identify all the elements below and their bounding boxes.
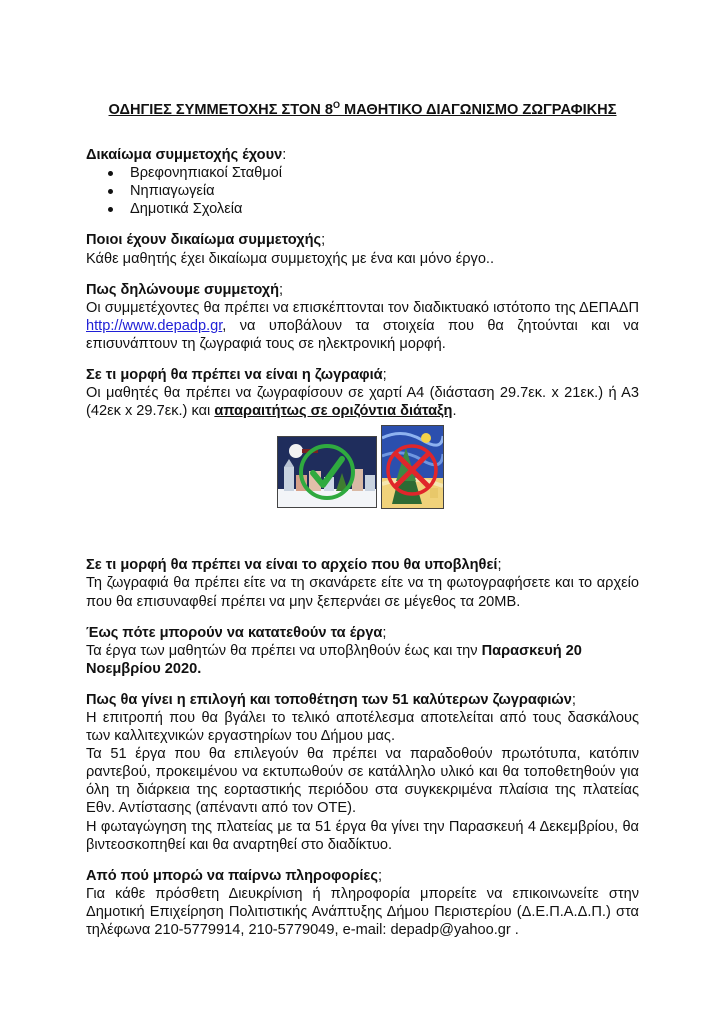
- format-emphasis: απαραιτήτως σε οριζόντια διάταξη: [214, 403, 453, 420]
- vertical-drawing-wrong-image: [381, 425, 444, 509]
- format-text: [86, 384, 639, 420]
- section-file: [86, 556, 639, 610]
- example-images: [86, 425, 639, 543]
- heading-text: Σε τι μορφή θα πρέπει να είναι η ζωγραφιά: [86, 367, 383, 384]
- list-item-text: Βρεφονηπιακοί Σταθμοί: [130, 165, 283, 182]
- section-who: [86, 231, 639, 267]
- list-item: [86, 164, 639, 182]
- format-text-start: Οι μαθητές θα πρέπει να ζωγραφίσουν σε χαρτί Α4 (διάσταση 29.7εκ. x 21εκ.) ή Α3 (42εκ x 29.7εκ.) και: [86, 385, 639, 420]
- section-selection: [86, 691, 639, 854]
- heading-punct: ;: [382, 624, 387, 641]
- format-text-end: .: [452, 403, 457, 420]
- list-item-text: Νηπιαγωγεία: [130, 183, 215, 200]
- how-heading: [86, 281, 639, 299]
- section-eligibility: [86, 146, 639, 218]
- heading-punct: ;: [279, 281, 284, 298]
- list-item: [86, 200, 639, 218]
- format-heading: [86, 366, 639, 384]
- deadline-heading: [86, 624, 639, 642]
- heading-punct: ;: [321, 232, 326, 249]
- heading-text: Πως δηλώνουμε συμμετοχή: [86, 281, 280, 298]
- deadline-text-start: Τα έργα των μαθητών θα πρέπει να υποβληθούν έως και την: [86, 642, 482, 659]
- bullet-icon: [108, 171, 113, 176]
- how-text-end: , να υποβάλουν τα στοιχεία που θα ζητούνται και να επισυνάπτουν τη ζωγραφιά τους σε ηλεκτρονική μορφή.: [86, 317, 639, 352]
- eligibility-heading: [86, 146, 639, 164]
- file-text: Τη ζωγραφιά θα πρέπει είτε να τη σκανάρετε είτε να τη φωτογραφήσετε και το αρχείο που θα επισυναφθεί πρέπει να μην ξεπερνάει σε μέγεθος τα 20MB.: [86, 575, 639, 610]
- heading-punct: ;: [377, 867, 383, 884]
- list-item-text: Δημοτικά Σχολεία: [130, 201, 243, 218]
- heading-text: Σε τι μορφή θα πρέπει να είναι το αρχείο που θα υποβληθεί: [86, 557, 498, 574]
- heading-text: Πως θα γίνει η επιλογή και τοποθέτηση των 51 καλύτερων ζωγραφιών: [86, 691, 572, 708]
- starry-night-tree-picture-icon: [382, 426, 443, 508]
- title-superscript: Ο: [332, 100, 340, 110]
- how-text: [86, 299, 639, 353]
- selection-paragraph-3: Η φωταγώγηση της πλατείας με τα 51 έργα θα γίνει την Παρασκευή 4 Δεκεμβρίου, θα βιντεοσκοπηθεί και θα αναρτηθεί στο διαδίκτυο.: [86, 818, 639, 853]
- horizontal-drawing-correct-image: [277, 436, 377, 508]
- section-info: [86, 867, 639, 939]
- heading-text: Από πού μπορώ να παίρνω πληροφορίες: [86, 867, 378, 884]
- heading-text: Δικαίωμα συμμετοχής έχουν: [86, 147, 283, 164]
- list-item: [86, 182, 639, 200]
- section-format: [86, 366, 639, 543]
- file-heading: [86, 556, 639, 574]
- document-title: [86, 101, 639, 119]
- how-text-start: Οι συμμετέχοντες θα πρέπει να επισκέπτονται τον διαδικτυακό ιστότοπο της ΔΕΠΑΔΠ: [86, 299, 639, 316]
- eligibility-list: [86, 164, 639, 218]
- selection-heading: [86, 691, 639, 709]
- bullet-icon: [108, 189, 113, 194]
- selection-paragraph-2: Τα 51 έργα που θα επιλεγούν θα πρέπει να παραδοθούν πρωτότυπα, κατόπιν ραντεβού, προκειμένου να εκτυπωθούν σε κατάλληλο υλικό και θα τοποθετηθούν για όλη τη διάρκεια της εορταστικής περιόδου στα συγκεκριμένα πλαίσια της πλατείας Εθν. Αντίστασης (απέναντι από τον ΟΤΕ).: [86, 746, 639, 817]
- selection-paragraph-1: Η επιτροπή που θα βγάλει το τελικό αποτέλεσμα αποτελείται από τους δασκάλους των καλλιτεχνικών εργαστηρίων του Δήμου μας.: [86, 709, 639, 745]
- section-deadline: [86, 624, 639, 678]
- deadline-text: [86, 642, 639, 678]
- heading-punct: ;: [497, 557, 502, 574]
- who-text: Κάθε μαθητής έχει δικαίωμα συμμετοχής με ένα και μόνο έργο..: [86, 250, 495, 267]
- info-heading: [86, 867, 639, 885]
- heading-punct: :: [282, 147, 287, 164]
- info-text: Για κάθε πρόσθετη Διευκρίνιση ή πληροφορία μπορείτε να επικοινωνείτε στην Δημοτική Επιχείρηση Πολιτιστικής Ανάπτυξης Δήμου Περιστερίου (Δ.Ε.Π.Α.Δ.Π.) στα τηλέφωνα 210-5779914, 210-5779049, e-mail: depadp@yahoo.gr .: [86, 885, 639, 938]
- deadline-date: Παρασκευή 20 Νοεμβρίου 2020.: [86, 642, 582, 677]
- christmas-village-picture-icon: [278, 437, 376, 507]
- website-link[interactable]: http://www.depadp.gr: [86, 317, 223, 334]
- title-text: ΟΔΗΓΙΕΣ ΣΥΜΜΕΤΟΧΗΣ ΣΤΟΝ 8: [108, 102, 333, 118]
- heading-text: Έως πότε μπορούν να κατατεθούν τα έργα: [86, 624, 383, 641]
- section-how: [86, 281, 639, 353]
- document-page: [86, 101, 639, 952]
- who-heading: [86, 231, 639, 249]
- bullet-icon: [108, 207, 113, 212]
- heading-text: Ποιοι έχουν δικαίωμα συμμετοχής: [86, 232, 322, 249]
- heading-punct: ;: [382, 367, 387, 384]
- heading-punct: ;: [571, 691, 576, 708]
- title-text-end: ΜΑΘΗΤΙΚΟ ΔΙΑΓΩΝΙΣΜΟ ΖΩΓΡΑΦΙΚΗΣ: [340, 102, 617, 118]
